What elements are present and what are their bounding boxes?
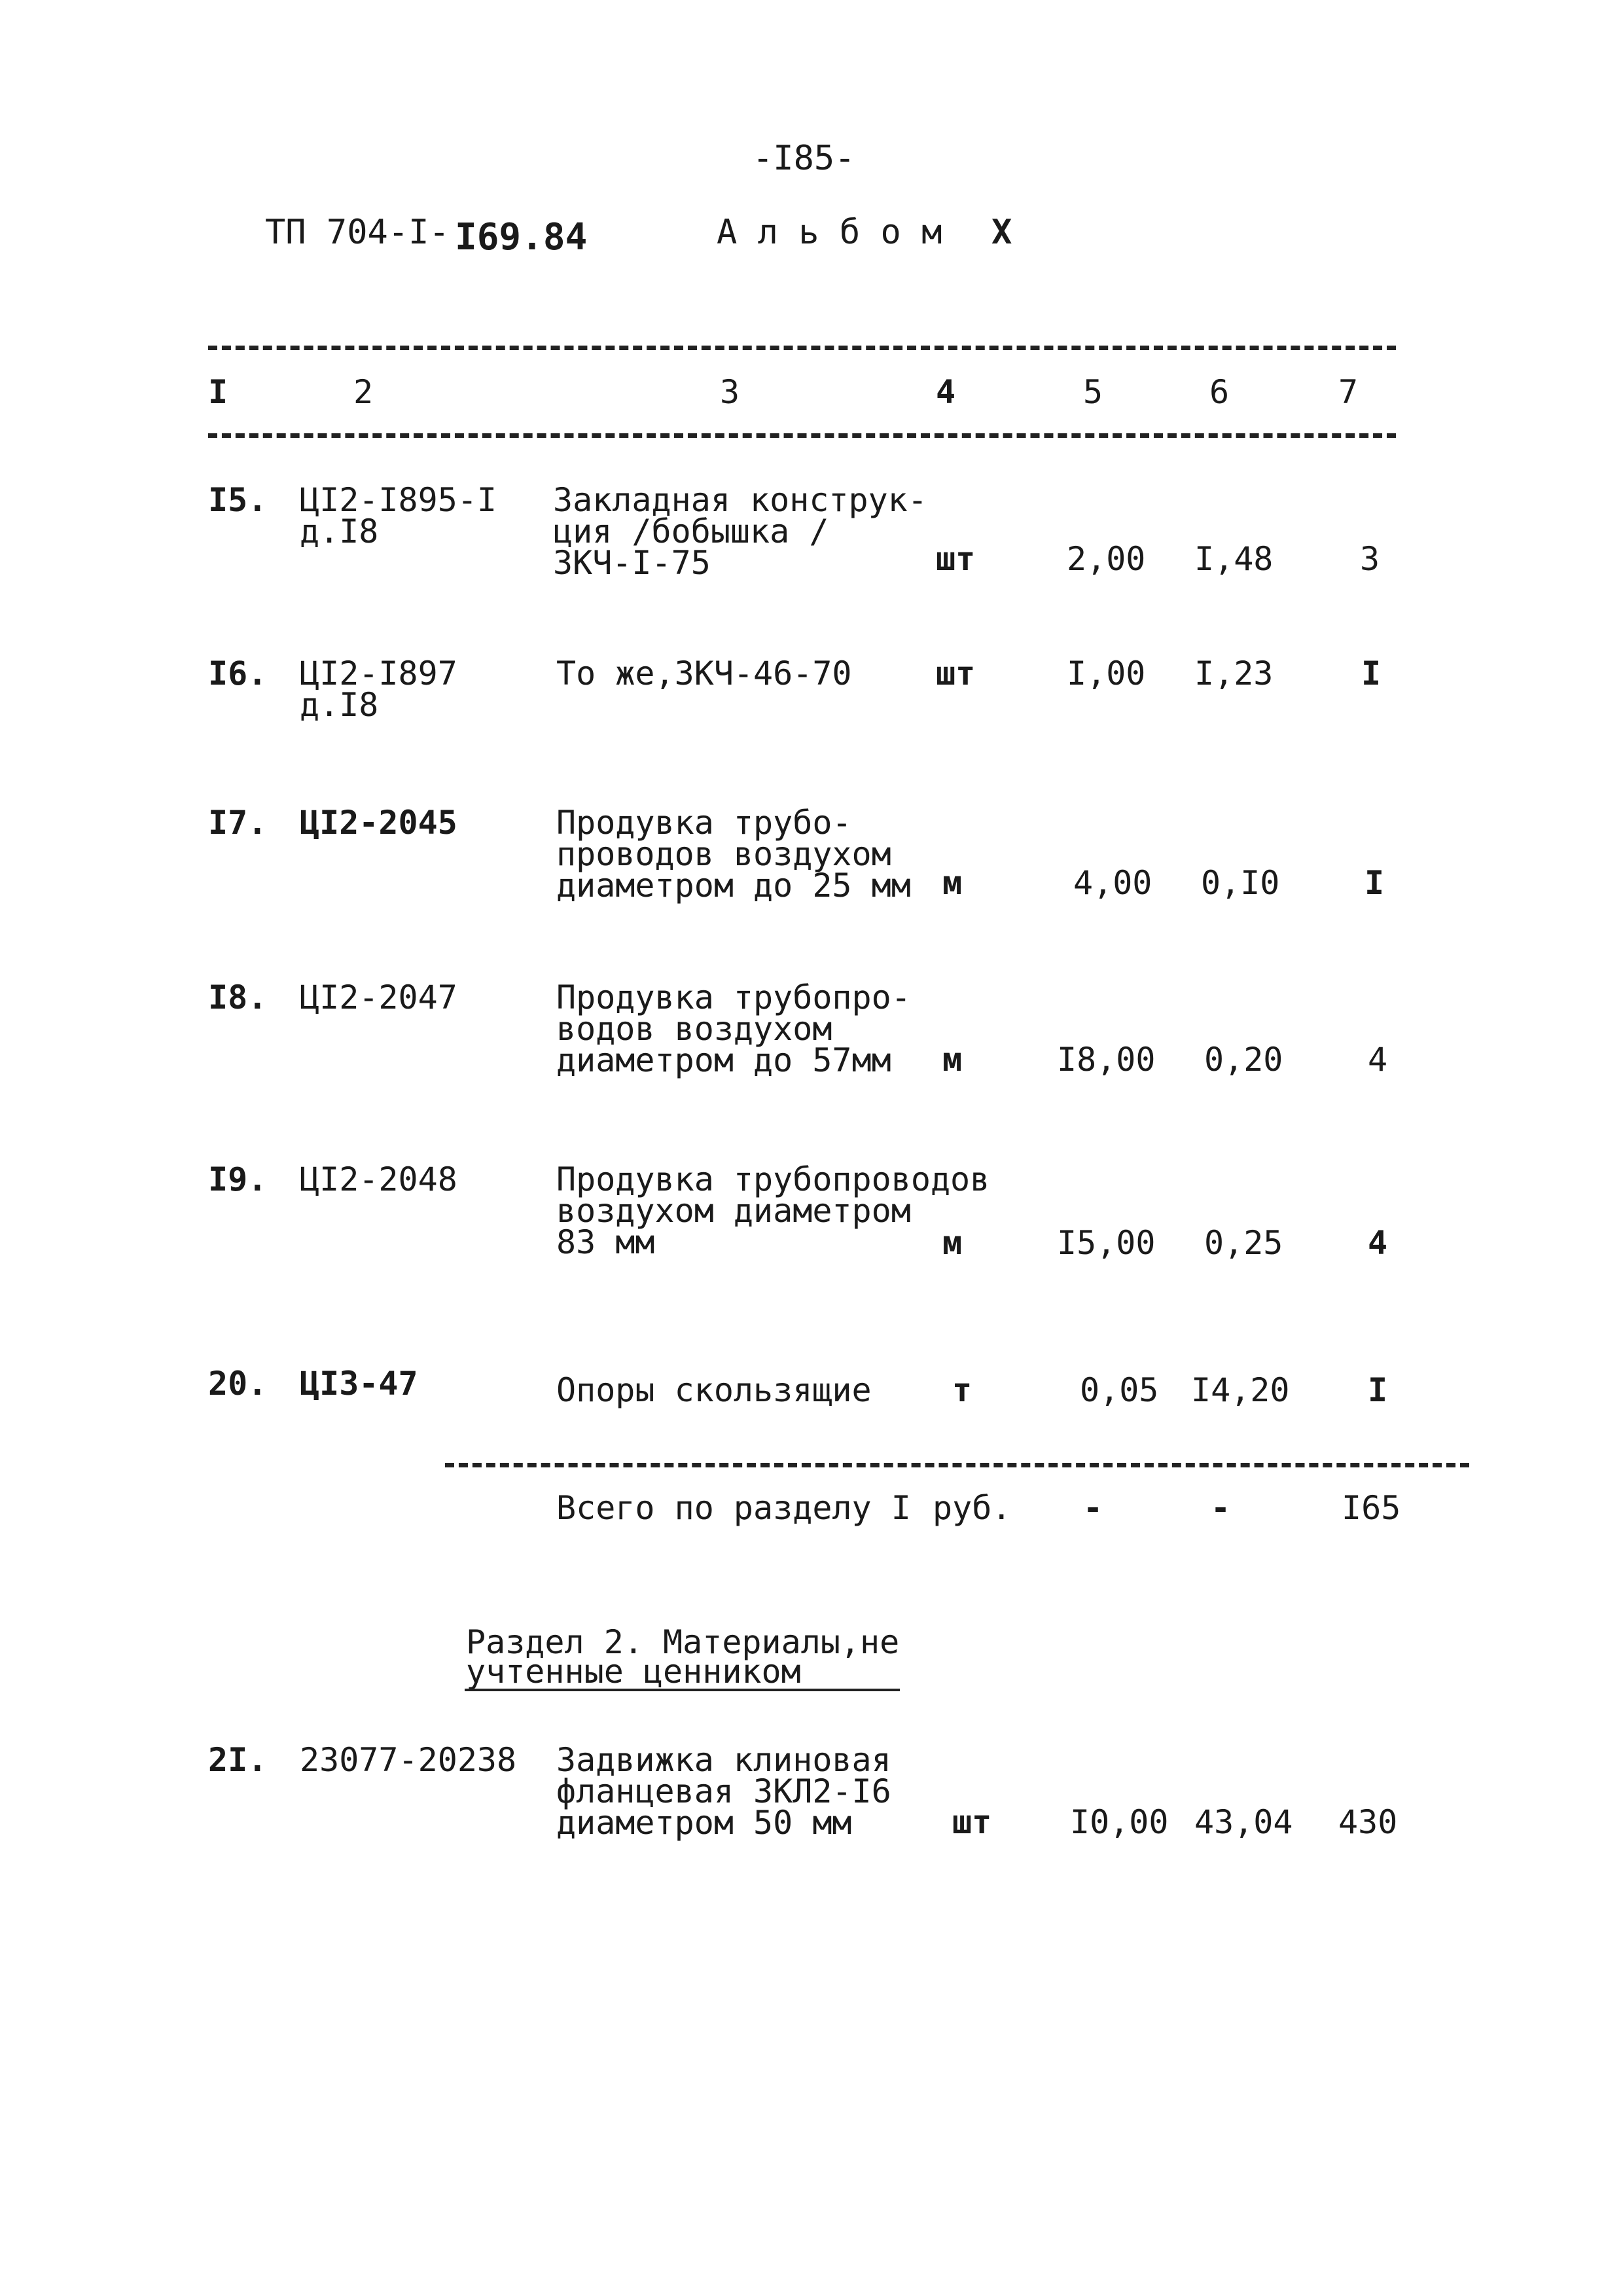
summary-price: - [1211,1489,1231,1527]
row-description: Закладная конструк- ция /бобышка / ЗКЧ-I-75 [553,481,927,582]
row-price: I4,20 [1191,1371,1290,1409]
album-label: А л ь б о м [717,213,942,252]
row-price: 0,25 [1204,1224,1283,1262]
row-qty: I,00 [1067,655,1146,692]
row-qty: 4,00 [1073,864,1152,902]
row-description: Задвижка клиновая фланцевая ЗКЛ2-I6 диаметром 50 мм [556,1741,891,1842]
row-total: I [1368,1371,1388,1409]
row-unit: м [942,1041,963,1079]
row-description: Продувка трубопроводов воздухом диаметром 83 мм [556,1160,990,1261]
row-price: 0,20 [1204,1041,1283,1079]
summary-total: I65 [1342,1489,1401,1527]
row-number: I5. [208,481,268,519]
col-header-3: 3 [720,373,740,411]
row-code: ЦI2-I897 д.I8 [300,655,457,724]
row-total: 3 [1360,540,1380,578]
row-total: 430 [1338,1803,1398,1841]
col-header-5: 5 [1083,373,1103,411]
row-total: 4 [1368,1041,1388,1079]
row-description: Опоры скользящие [556,1371,872,1409]
row-number: 20. [208,1365,268,1403]
summary-rule [445,1463,1469,1467]
row-price: 0,I0 [1201,864,1280,902]
row-unit: т [952,1371,972,1409]
row-number: I7. [208,804,268,842]
summary-unit: руб. [933,1489,1012,1527]
doc-code: ТП 704-I- [265,213,450,252]
row-code: ЦI2-2045 [300,804,457,842]
row-code: ЦI3-47 [300,1365,418,1403]
row-unit: шт [936,540,976,578]
col-header-7: 7 [1338,373,1359,411]
col-header-1: I [208,373,228,411]
summary-label: Всего по разделу I [556,1489,911,1527]
col-header-4: 4 [936,373,956,411]
row-total: I [1364,864,1385,902]
col-header-2: 2 [353,373,374,411]
row-description: Продувка трубо- проводов воздухом диаметром до 25 мм [556,804,911,905]
row-qty: I5,00 [1057,1224,1156,1262]
section-title: Раздел 2. Материалы,не [466,1623,900,1661]
row-code: ЦI2-2047 [300,978,457,1016]
row-code: 23077-20238 [300,1741,517,1779]
row-number: 2I. [208,1741,268,1779]
row-number: I6. [208,655,268,692]
page-number: -I85- [753,139,855,178]
row-unit: шт [936,655,976,692]
section-underline [465,1689,900,1691]
section-subtitle: учтенные ценником [466,1653,801,1691]
row-unit: шт [952,1803,992,1841]
row-price: I,23 [1194,655,1274,692]
row-qty: 2,00 [1067,540,1146,578]
row-price: 43,04 [1194,1803,1293,1841]
col-header-6: 6 [1209,373,1230,411]
row-total: 4 [1368,1224,1388,1262]
row-price: I,48 [1194,540,1274,578]
row-number: I8. [208,978,268,1016]
row-unit: м [942,1224,963,1262]
row-qty: 0,05 [1080,1371,1159,1409]
row-description: Продувка трубопро- водов воздухом диаметром до 57мм [556,978,911,1079]
table-header-rule [208,433,1396,438]
row-qty: I0,00 [1070,1803,1169,1841]
summary-qty: - [1083,1489,1103,1527]
row-qty: I8,00 [1057,1041,1156,1079]
row-code: ЦI2-I895-I д.I8 [300,481,497,550]
row-unit: м [942,864,963,902]
row-number: I9. [208,1160,268,1198]
row-code: ЦI2-2048 [300,1160,457,1198]
row-total: I [1361,655,1382,692]
doc-number: I69.84 [455,216,588,259]
row-description: То же,ЗКЧ-46-70 [556,655,852,692]
album-number: X [991,213,1012,252]
table-top-rule [208,346,1396,350]
